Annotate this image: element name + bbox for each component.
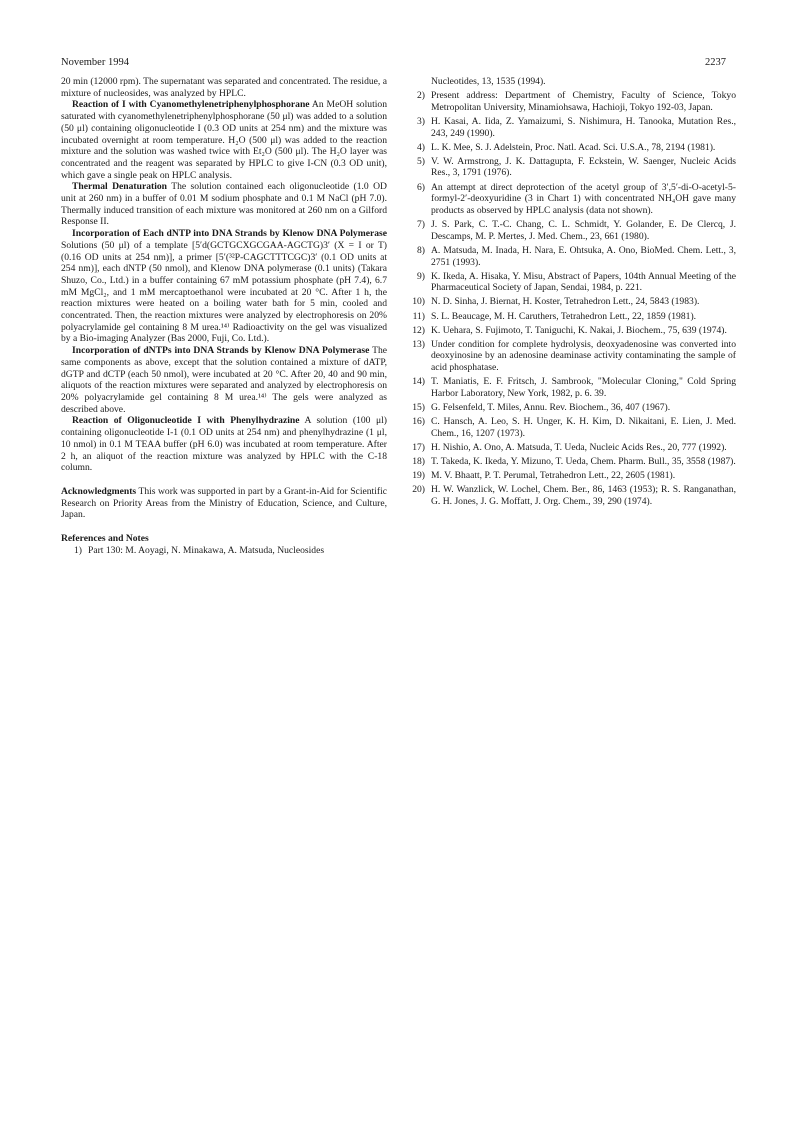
left-column (61, 76, 387, 559)
reference-text: G. Felsenfeld, T. Miles, Annu. Rev. Biochem., 36, 407 (1967). (431, 402, 671, 414)
reference-text: S. L. Beaucage, M. H. Caruthers, Tetrahedron Lett., 22, 1859 (1981). (431, 310, 697, 322)
section-heading: Reaction of I with Cyanomethylenetriphenylphosphorane (72, 99, 310, 111)
reference-text: An attempt at direct deprotection of the acetyl group of 3′,5′-di-O-acetyl-5-formyl-2′-deoxyuridine (3 in Chart 1) with concentrated NH₄OH gave many products as observed by HPLC analysis (data not shown). (431, 181, 736, 216)
reference-text: Nucleotides, 13, 1535 (1994). (431, 76, 546, 87)
reference-text: H. W. Wanzlick, W. Lochel, Chem. Ber., 86, 1463 (1953); R. S. Ranganathan, G. H. Jones, J. G. Moffatt, J. Org. Chem., 39, 290 (1974). (431, 484, 736, 507)
reference-text: L. K. Mee, S. J. Adelstein, Proc. Natl. Acad. Sci. U.S.A., 78, 2194 (1981). (431, 141, 716, 153)
reference-item (404, 484, 736, 507)
reference-text: Under condition for complete hydrolysis, deoxyadenosine was converted into deoxyinosine by an adenosine deaminase activity contaminating the sample of acid phosphatase. (431, 338, 736, 374)
reference-number: 1) (74, 544, 82, 556)
paragraph-continuation: 20 min (12000 rpm). The supernatant was separated and concentrated. The residue, a mixture of nucleosides, was analyzed by HPLC. (61, 76, 387, 99)
reference-item (404, 219, 736, 242)
paragraph-text: The solution contained each oligonucleotide (1.0 OD unit at 260 nm) in a buffer of 0.01 M sodium phosphate and 0.1 M NaCl (pH 7.0). Thermally induced transition of each mixture was monitored at 260 nm on a Gilford Response II. (61, 181, 387, 228)
reference-item (404, 271, 736, 294)
acknowledgments-heading: Acknowledgments (61, 485, 137, 497)
reference-number: 17) (412, 441, 425, 453)
references-heading: References and Notes (61, 533, 149, 545)
reference-text: H. Kasai, A. Iida, Z. Yamaizumi, S. Nishimura, H. Tanooka, Mutation Res., 243, 249 (1990). (431, 115, 736, 139)
paragraph-incorporation-dntps (61, 345, 387, 415)
reference-number: 20) (412, 484, 425, 496)
reference-number: 7) (417, 219, 425, 231)
reference-number: 15) (412, 402, 425, 414)
reference-text: J. S. Park, C. T.-C. Chang, C. L. Schmidt, Y. Golander, E. De Clercq, J. Descamps, M. P. Mertes, J. Med. Chem., 23, 661 (1980). (431, 219, 736, 242)
reference-item (404, 90, 736, 113)
reference-continuation (404, 76, 736, 88)
reference-item (404, 156, 736, 179)
paragraph-thermal-denaturation (61, 181, 387, 228)
reference-item (404, 116, 736, 139)
reference-text: N. D. Sinha, J. Biernat, H. Koster, Tetrahedron Lett., 24, 5843 (1983). (431, 296, 700, 308)
reference-number: 16) (412, 416, 425, 428)
reference-item (404, 339, 736, 374)
reference-text: K. Uehara, S. Fujimoto, T. Taniguchi, K. Nakai, J. Biochem., 75, 639 (1974). (431, 324, 727, 336)
section-heading: Incorporation of Each dNTP into DNA Strands by Klenow DNA Polymerase (72, 228, 387, 240)
reference-item (404, 442, 736, 454)
reference-item (404, 325, 736, 337)
page-number: 2237 (705, 57, 726, 68)
reference-number: 9) (417, 270, 425, 282)
running-header-date: November 1994 (61, 57, 129, 68)
reference-number: 19) (412, 470, 425, 482)
reference-number: 10) (412, 296, 425, 308)
reference-item (404, 182, 736, 217)
section-heading: Thermal Denaturation (72, 181, 167, 193)
reference-item (404, 416, 736, 439)
reference-item (404, 456, 736, 468)
reference-number: 11) (412, 310, 425, 322)
paragraph-text: Solutions (50 μl) of a template [5′d(GCTGCXGCGAA-AGCTG)3′ (X = I or T) (0.16 OD units at 254 nm)], a primer [5′(³²P-CAGCTTTCGC)3′ (0.1 OD units at 254 nm)], each dNTP (50 nmol), and Klenow DNA polymerase (0.1 units) (Takara Shuzo, Co., Ltd.) in a buffer containing 67 mM potassium phosphate (pH 7.4), 6.7 mM MgCl₂, and 1 mM mercaptoethanol were incubated at 20 °C. After 1 h, the reaction mixtures were heated on a boiling water bath for 5 min, cooled and concentrated. Then, the reaction mixtures were analyzed by electrophoresis on 20% polyacrylamide gel containing 8 M urea.¹⁴⁾ Radioactivity on the gel was visualized by a Bio-imaging Analyzer (Bas 2000, Fuji, Co. Ltd.). (61, 239, 387, 345)
reference-item (404, 376, 736, 399)
acknowledgments-text: This work was supported in part by a Grant-in-Aid for Scientific Research on Priority Areas from the Ministry of Education, Science, and Culture, Japan. (61, 485, 387, 521)
reference-item (404, 311, 736, 323)
reference-text: Part 130: M. Aoyagi, N. Minakawa, A. Matsuda, Nucleosides (88, 544, 325, 556)
reference-number: 12) (412, 324, 425, 336)
reference-item (404, 470, 736, 482)
acknowledgments (61, 486, 387, 521)
reference-text: V. W. Armstrong, J. K. Dattagupta, F. Eckstein, W. Saenger, Nucleic Acids Res., 3, 1791 (1976). (431, 155, 736, 179)
reference-text: M. V. Bhaatt, P. T. Perumal, Tetrahedron Lett., 22, 2605 (1981). (431, 470, 676, 482)
reference-number: 13) (412, 338, 425, 350)
reference-number: 14) (412, 376, 425, 388)
reference-number: 6) (417, 181, 425, 193)
reference-text: H. Nishio, A. Ono, A. Matsuda, T. Ueda, Nucleic Acids Res., 20, 777 (1992). (431, 441, 727, 453)
reference-item (404, 402, 736, 414)
reference-item (404, 296, 736, 308)
reference-number: 3) (417, 115, 425, 127)
paragraph-text: The same components as above, except that the solution contained a mixture of dATP, dGTP and dCTP (each 50 nmol), were incubated at 20 °C. After 20, 40 and 90 min, aliquots of the reaction mixtures were separated and analyzed by electrophoresis on 20% polyacrylamide gel containing 8 M urea.¹⁴⁾ The gels were analyzed as described above. (61, 345, 387, 415)
paragraph-phenylhydrazine (61, 415, 387, 474)
reference-text: K. Ikeda, A. Hisaka, Y. Misu, Abstract of Papers, 104th Annual Meeting of the Pharmaceutical Society of Japan, Sendai, 1984, p. 221. (431, 270, 736, 294)
reference-number: 4) (417, 141, 425, 153)
reference-text: T. Takeda, K. Ikeda, Y. Mizuno, T. Ueda, Chem. Pharm. Bull., 35, 3558 (1987). (431, 456, 736, 468)
paragraph-text: An MeOH solution saturated with cyanomethylenetriphenylphosphorane (50 μl) was added to a solution (50 μl) containing oligonucleotide I (0.3 OD units at 254 nm) and the mixture was incubated overnight at room temperature. H₂O (500 μl) was added to the reaction mixture and the solution was washed twice with Et₂O (500 μl). The H₂O layer was concentrated and the reagent was separated by HPLC to give I-CN (0.3 OD unit), which gave a single peak on HPLC analysis. (61, 99, 387, 181)
reference-text: Present address: Department of Chemistry, Faculty of Science, Tokyo Metropolitan University, Minamiohsawa, Hachioji, Tokyo 192-03, Japan. (431, 90, 736, 113)
section-heading: Incorporation of dNTPs into DNA Strands by Klenow DNA Polymerase (72, 345, 370, 357)
section-heading: Reaction of Oligonucleotide I with Phenylhydrazine (72, 415, 300, 427)
reference-text: A. Matsuda, M. Inada, H. Nara, E. Ohtsuka, A. Ono, BioMed. Chem. Lett., 3, 2751 (1993). (431, 244, 736, 268)
reference-number: 2) (417, 90, 425, 102)
paragraph-incorporation-each (61, 228, 387, 345)
reference-item (404, 245, 736, 268)
right-column (404, 76, 736, 510)
reference-number: 5) (417, 155, 425, 167)
reference-number: 8) (417, 244, 425, 256)
paragraph-text: A solution (100 μl) containing oligonucleotide I-1 (0.1 OD units at 254 nm) and phenylhydrazine (1 μl, 10 nmol) in 0.1 M TEAA buffer (pH 6.0) was incubated at room temperature. After 2 h, an aliquot of the reaction mixture was analyzed by HPLC with the C-18 column. (61, 415, 387, 474)
reference-text: C. Hansch, A. Leo, S. H. Unger, K. H. Kim, D. Nikaitani, E. Lien, J. Med. Chem., 16, 1207 (1973). (431, 416, 736, 439)
reference-item (61, 545, 387, 557)
reference-item (404, 142, 736, 154)
paragraph-cyanomethylene (61, 99, 387, 181)
reference-number: 18) (412, 456, 425, 468)
reference-text: T. Maniatis, E. F. Fritsch, J. Sambrook, "Molecular Cloning," Cold Spring Harbor Laboratory, New York, 1982, p. 6. 39. (431, 376, 736, 399)
reference-list (404, 90, 736, 508)
